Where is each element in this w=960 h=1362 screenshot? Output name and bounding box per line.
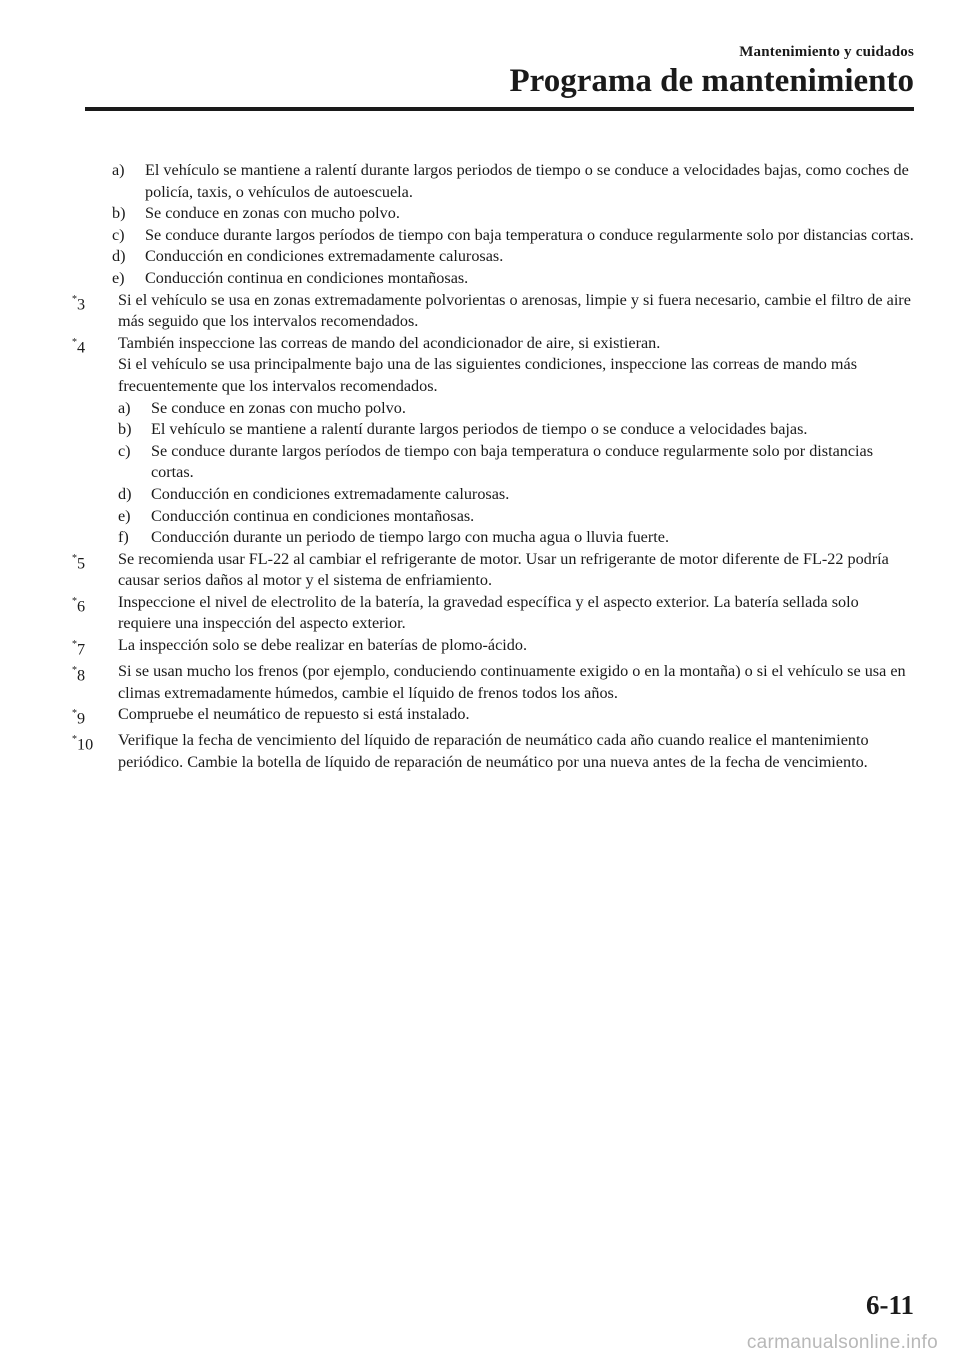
footnote-asterisk: * — [72, 293, 77, 305]
list-item — [118, 441, 914, 484]
item-text: Conducción continua en condiciones montañosas. — [145, 268, 469, 287]
page-header — [510, 44, 915, 101]
footnote-index: 7 — [77, 640, 86, 659]
footnote-body — [118, 592, 914, 635]
page-number: 6-11 — [865, 1290, 914, 1320]
list-item — [72, 268, 914, 290]
footnote-number — [72, 333, 118, 549]
item-letter: f) — [118, 528, 129, 547]
footnote — [72, 730, 914, 773]
footnote-text: Si el vehículo se usa en zonas extremadamente polvorientas o arenosas, limpie y si fuera necesario, cambie el filtro de aire más seguido que los intervalos recomendados. — [118, 290, 911, 331]
item-text: Se conduce en zonas con mucho polvo. — [145, 204, 400, 223]
footnote-body — [118, 635, 914, 661]
footnote-asterisk: * — [72, 595, 77, 607]
footnote-body — [118, 661, 914, 704]
footnote — [72, 635, 914, 661]
item-text: Se conduce en zonas con mucho polvo. — [151, 398, 406, 417]
list-item — [72, 225, 914, 247]
footnote-body — [118, 704, 914, 730]
footnote-text: Se recomienda usar FL-22 al cambiar el refrigerante de motor. Usar un refrigerante de motor diferente de FL-22 podría causar serios daños al motor y el sistema de enfriamiento. — [118, 549, 889, 590]
footnote-body — [118, 290, 914, 333]
footnote-asterisk: * — [72, 552, 77, 564]
footnotes-content — [72, 160, 914, 773]
footnote — [72, 549, 914, 592]
footnote-list — [72, 290, 914, 774]
item-letter: b) — [112, 204, 126, 223]
footnote-asterisk: * — [72, 734, 77, 746]
footnote-index: 10 — [77, 735, 94, 754]
footnote — [72, 592, 914, 635]
footnote-index: 6 — [77, 597, 86, 616]
footnote-number — [72, 290, 118, 333]
footnote-number — [72, 549, 118, 592]
item-letter: c) — [118, 441, 131, 460]
footnote-number — [72, 592, 118, 635]
footnote-index: 9 — [77, 709, 86, 728]
item-text: Se conduce durante largos períodos de tiempo con baja temperatura o conduce regularmente solo por distancias cortas. — [151, 441, 874, 482]
footnote-text: También inspeccione las correas de mando del acondicionador de aire, si existieran. — [118, 333, 661, 352]
footnote-asterisk: * — [72, 336, 77, 348]
footnote-number — [72, 730, 118, 773]
list-item — [72, 246, 914, 268]
footnote-number — [72, 635, 118, 661]
footnote-body — [118, 549, 914, 592]
list-item — [118, 419, 914, 441]
item-text: El vehículo se mantiene a ralentí durante largos periodos de tiempo o se conduce a velocidades bajas. — [151, 420, 808, 439]
list-item — [118, 484, 914, 506]
footnote — [72, 333, 914, 549]
footnote — [72, 704, 914, 730]
footnote-index: 3 — [77, 294, 86, 313]
item-text: Se conduce durante largos períodos de tiempo con baja temperatura o conduce regularmente solo por distancias cortas. — [145, 225, 914, 244]
footnote-text: Compruebe el neumático de repuesto si está instalado. — [118, 705, 470, 724]
item-letter: c) — [112, 225, 125, 244]
item-letter: e) — [118, 506, 131, 525]
footnote-text: Si se usan mucho los frenos (por ejemplo, conduciendo continuamente exigido o en la montaña) o si el vehículo se usa en climas extremadamente húmedos, cambie el líquido de frenos todos los años. — [118, 662, 906, 702]
chapter-title: Mantenimiento y cuidados — [739, 44, 914, 60]
intro-condition-list — [72, 160, 914, 290]
footnote-body — [118, 730, 914, 773]
footnote-index: 5 — [77, 554, 86, 573]
footnote — [72, 290, 914, 333]
item-text: Conducción continua en condiciones montañosas. — [151, 506, 475, 525]
footnote-text: La inspección solo se debe realizar en baterías de plomo-ácido. — [118, 636, 528, 655]
footnote-index: 4 — [77, 338, 86, 357]
item-letter: a) — [112, 161, 125, 179]
footnote-asterisk: * — [72, 665, 77, 677]
list-item — [72, 160, 914, 203]
list-item — [118, 506, 914, 528]
header-rule — [85, 107, 914, 111]
item-text: Conducción durante un periodo de tiempo largo con mucha agua o lluvia fuerte. — [151, 528, 669, 547]
list-item — [118, 398, 914, 420]
footnote-text: Inspeccione el nivel de electrolito de la batería, la gravedad específica y el aspecto exterior. La batería sellada solo requiere una inspección del aspecto exterior. — [118, 592, 859, 633]
item-letter: b) — [118, 420, 132, 439]
footnote — [72, 661, 914, 704]
footnote-asterisk: * — [72, 708, 77, 720]
item-text: Conducción en condiciones extremadamente calurosas. — [151, 484, 510, 503]
item-letter: e) — [112, 268, 125, 287]
footnote-text: Verifique la fecha de vencimiento del líquido de reparación de neumático cada año cuando realice el mantenimiento periódico. Cambie la botella de líquido de reparación de neumático por una nueva antes de la fecha de vencimiento. — [118, 731, 869, 771]
watermark-logo: carmanualsonline.info — [746, 1332, 938, 1353]
item-letter: d) — [118, 484, 132, 503]
footnote-number — [72, 661, 118, 704]
footnote-number — [72, 704, 118, 730]
section-title: Programa de mantenimiento — [509, 63, 914, 99]
footnote-index: 8 — [77, 666, 86, 685]
list-item — [118, 527, 914, 549]
item-letter: a) — [118, 398, 131, 417]
item-text: El vehículo se mantiene a ralentí durante largos periodos de tiempo o se conduce a velocidades bajas, como coches de policía, taxis, o vehículos de autoescuela. — [145, 161, 909, 201]
footnote-text: Si el vehículo se usa principalmente bajo una de las siguientes condiciones, inspeccione las correas de mando más frecuentemente que los intervalos recomendados. — [118, 355, 858, 395]
footnote-body — [118, 333, 914, 549]
footnote-asterisk: * — [72, 639, 77, 651]
list-item — [72, 203, 914, 225]
item-text: Conducción en condiciones extremadamente calurosas. — [145, 247, 504, 266]
item-letter: d) — [112, 247, 126, 266]
